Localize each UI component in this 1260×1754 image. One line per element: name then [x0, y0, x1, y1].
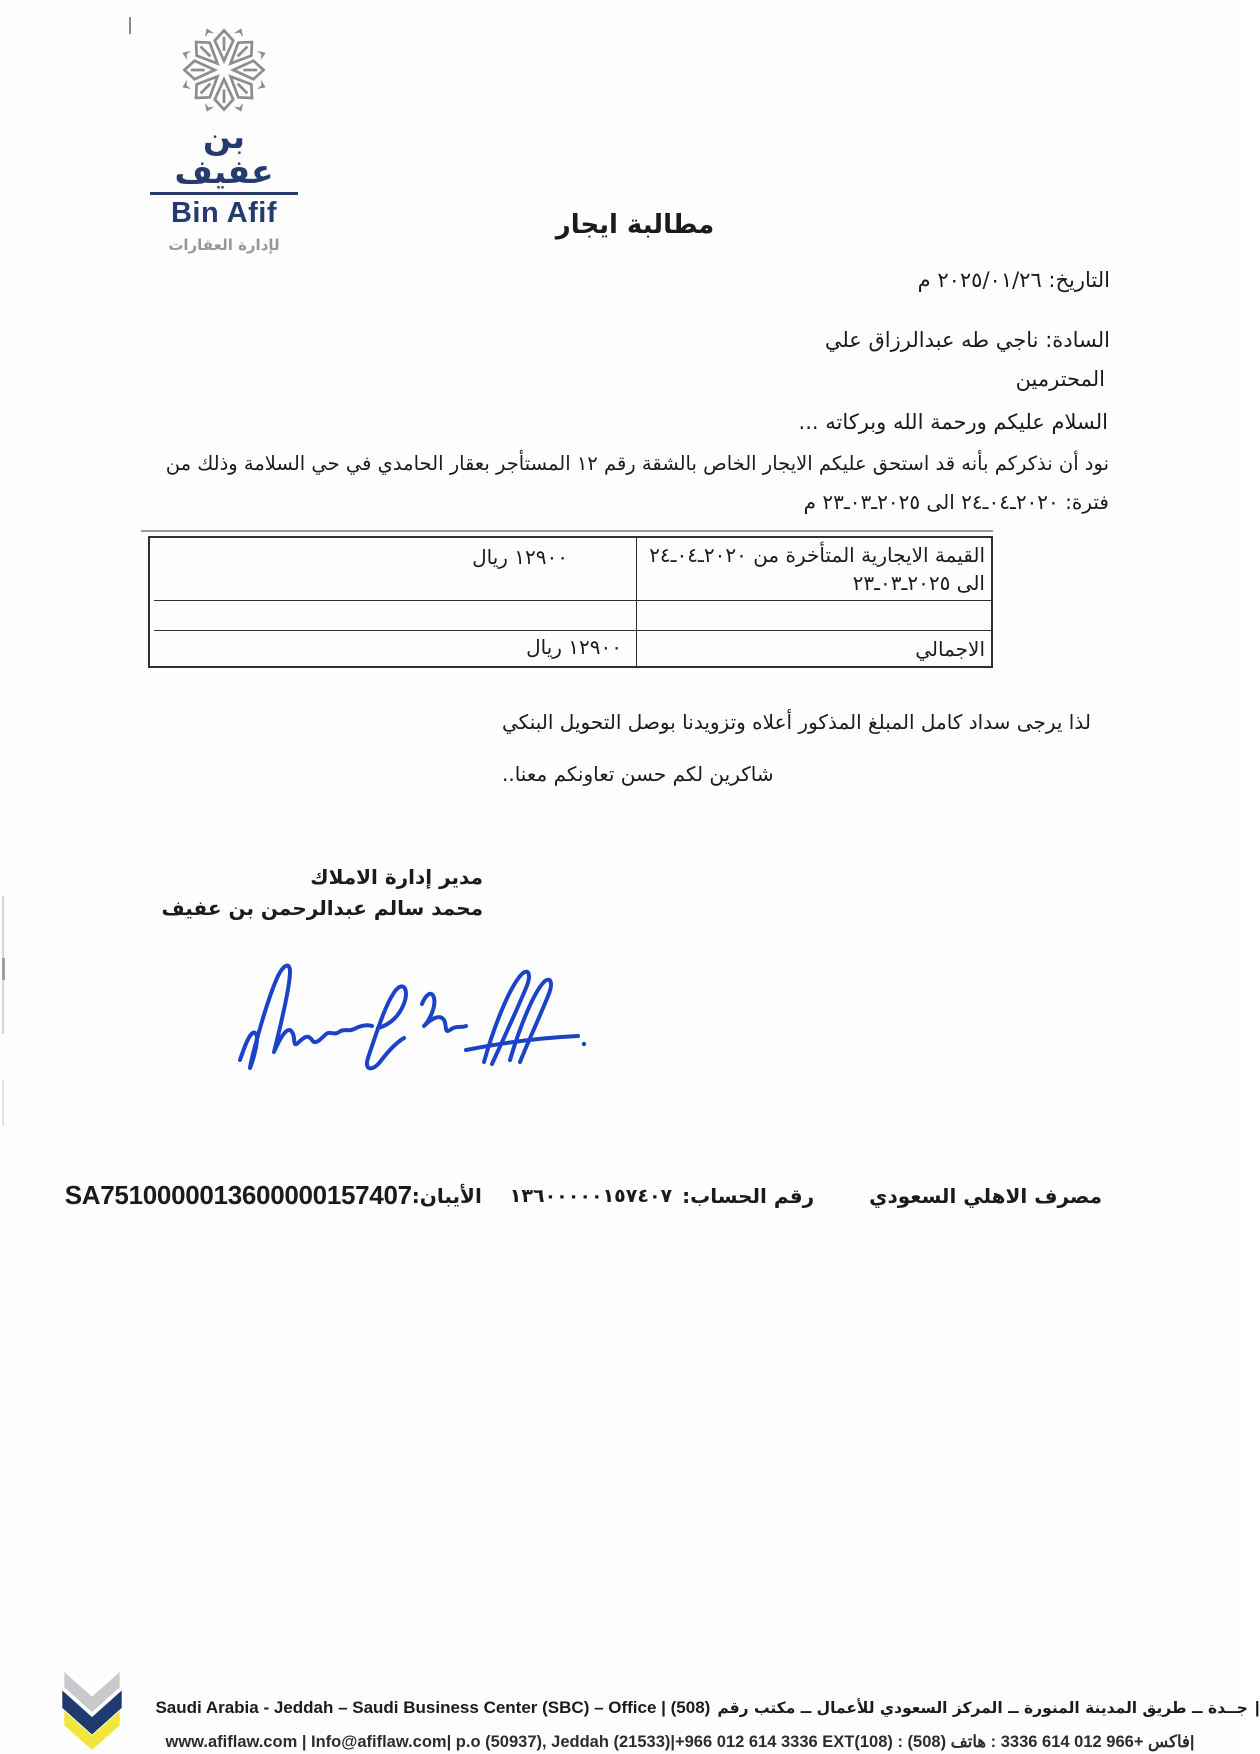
- respect-line: المحترمين: [1015, 367, 1105, 391]
- date-line: التاريخ: ٢٠٢٥/٠١/٢٦ م: [917, 268, 1110, 292]
- triple-chevron-icon: [52, 1670, 132, 1754]
- signatory-name: محمد سالم عبدالرحمن بن عفيف: [161, 896, 483, 920]
- binafif-logo: [150, 24, 298, 254]
- footer-address-english: Saudi Arabia - Jeddah – Saudi Business Center (SBC) – Office | (508): [155, 1698, 711, 1717]
- addressee-line: السادة: ناجي طه عبدالرزاق علي: [824, 328, 1110, 352]
- table-row2-value: [154, 600, 636, 630]
- account-label: رقم الحساب:: [682, 1183, 815, 1208]
- geometric-star-icon: [166, 24, 282, 116]
- footer-address-arabic: جــدة ــ طريق المدينة المنورة ــ المركز السعودي للأعمال ــ مكتب رقم: [717, 1699, 1248, 1717]
- signatory-role: مدير إدارة الاملاك: [310, 865, 483, 889]
- brand-tagline: لإدارة العقارات: [168, 236, 280, 255]
- table-total-value: ١٢٩٠٠ ريال: [154, 630, 636, 666]
- account-number-group: [510, 1184, 814, 1208]
- document-title: مطالبة ايجار: [555, 210, 715, 240]
- footer-contact-line: www.afiflaw.com | Info@afiflaw.com| p.o (50937), Jeddah (21533)|+966 012 614 3336 EXT(108) : فاكس +966 012 614 3336 : هاتف (508)|: [165, 1733, 1195, 1751]
- iban-number: SA7510000013600000157407: [64, 1180, 412, 1210]
- body-paragraph-line-1: نود أن نذكركم بأنه قد استحق عليكم الايجار الخاص بالشقة رقم ١٢ المستأجر بعقار الحامدي في حي السلامة وذلك من: [165, 452, 1109, 475]
- iban-group: [57, 1180, 482, 1211]
- greeting-line: السلام عليكم ورحمة الله وبركاته ...: [798, 410, 1108, 434]
- iban-label: الأيبان:: [411, 1183, 482, 1208]
- bank-name: مصرف الاهلي السعودي: [869, 1183, 1102, 1208]
- table-top-scan-line: [141, 530, 993, 532]
- scan-artifact-line: [2, 1080, 4, 1126]
- table-row1-label: القيمة الايجارية المتأخرة من ٢٠٢٠ـ٠٤ـ٢٤ الى ٢٠٢٥ـ٠٣ـ٢٣: [636, 538, 991, 600]
- table-total-label: الاجمالي: [636, 630, 991, 666]
- signatory-block: [161, 862, 483, 924]
- scan-artifact-blob: [2, 958, 5, 980]
- rent-claim-table: [148, 536, 993, 668]
- scan-artifact-tick: [129, 17, 131, 34]
- bank-details-row: [57, 1180, 1102, 1211]
- brand-name-english: Bin Afif: [170, 197, 277, 230]
- footer-address-line: [155, 1698, 1260, 1718]
- handwritten-signature-ink: [226, 942, 592, 1084]
- account-number: ١٣٦٠٠٠٠٠١٥٧٤٠٧: [509, 1184, 673, 1207]
- table-row1-value: ١٢٩٠٠ ريال: [472, 545, 568, 569]
- closing-line-1: لذا يرجى سداد كامل المبلغ المذكور أعلاه وتزويدنا بوصل التحويل البنكي: [502, 710, 1091, 734]
- brand-name-arabic: بن عفيف: [150, 120, 298, 195]
- closing-line-2: شاكرين لكم حسن تعاونكم معنا..: [502, 762, 774, 786]
- footer-separator: |: [1254, 1698, 1260, 1717]
- table-row2-label: [636, 600, 991, 630]
- body-paragraph-line-2: فترة: ٢٠٢٠ـ٠٤ـ٢٤ الى ٢٠٢٥ـ٠٣ـ٢٣ م: [803, 490, 1109, 514]
